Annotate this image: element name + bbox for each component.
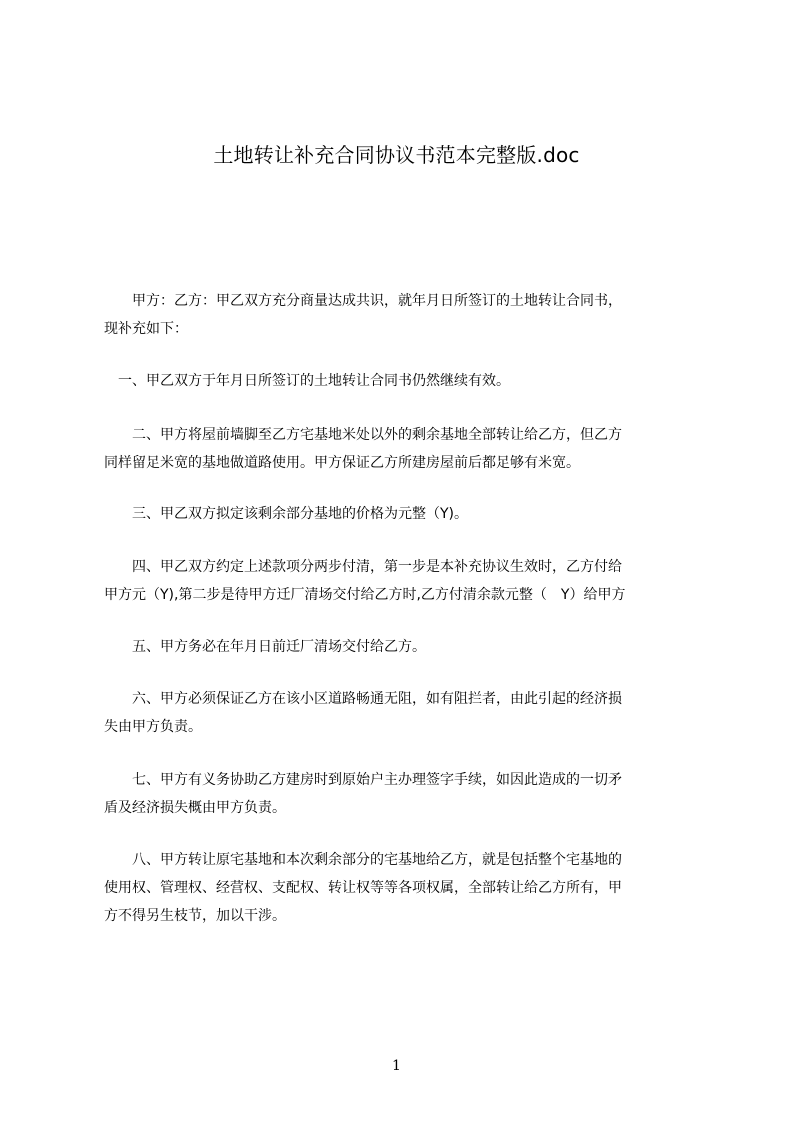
paragraph-line: 同样留足米宽的基地做道路使用。甲方保证乙方所建房屋前后都足够有米宽。 <box>104 455 580 471</box>
page-number: 1 <box>392 1058 401 1074</box>
clause-2 <box>104 421 698 477</box>
paragraph-preamble <box>104 287 698 343</box>
paragraph-line: 四、甲乙双方约定上述款项分两步付清，第一步是本补充协议生效时，乙方付给 <box>104 559 622 575</box>
document-title: 土地转让补充合同协议书范本完整版.doc <box>213 143 580 167</box>
paragraph-line: 二、甲方将屋前墙脚至乙方宅基地米处以外的剩余基地全部转让给乙方，但乙方 <box>104 427 622 443</box>
clause-1 <box>104 367 698 395</box>
paragraph-line: 方不得另生枝节，加以干涉。 <box>104 908 286 924</box>
clause-4 <box>104 553 698 609</box>
paragraph-line: 甲方元（Y),第二步是待甲方迁厂清场交付给乙方时,乙方付清余款元整（ Y）给甲方 <box>104 587 626 603</box>
paragraph-line: 六、甲方必须保证乙方在该小区道路畅通无阻，如有阻拦者，由此引起的经济损 <box>104 691 622 707</box>
clause-8 <box>104 846 698 930</box>
paragraph-line: 五、甲方务必在年月日前迁厂清场交付给乙方。 <box>104 639 426 655</box>
paragraph-line: 三、甲乙双方拟定该剩余部分基地的价格为元整（Y)。 <box>104 506 469 522</box>
paragraph-line: 七、甲方有义务协助乙方建房时到原始户主办理签字手续，如因此造成的一切矛 <box>104 772 622 788</box>
clause-7 <box>104 766 698 822</box>
clause-5 <box>104 633 698 661</box>
clause-6 <box>104 685 698 741</box>
paragraph-line: 甲方：乙方：甲乙双方充分商量达成共识，就年月日所签订的土地转让合同书， <box>104 293 622 309</box>
paragraph-line: 使用权、管理权、经营权、支配权、转让权等等各项权属，全部转让给乙方所有，甲 <box>104 880 622 896</box>
paragraph-line: 盾及经济损失概由甲方负责。 <box>104 800 286 816</box>
paragraph-line: 失由甲方负责。 <box>104 719 202 735</box>
paragraph-line: 现补充如下： <box>104 321 188 337</box>
paragraph-line: 一、甲乙双方于年月日所签订的土地转让合同书仍然继续有效。 <box>104 373 510 389</box>
clause-3 <box>104 500 698 528</box>
paragraph-line: 八、甲方转让原宅基地和本次剩余部分的宅基地给乙方，就是包括整个宅基地的 <box>104 852 622 868</box>
